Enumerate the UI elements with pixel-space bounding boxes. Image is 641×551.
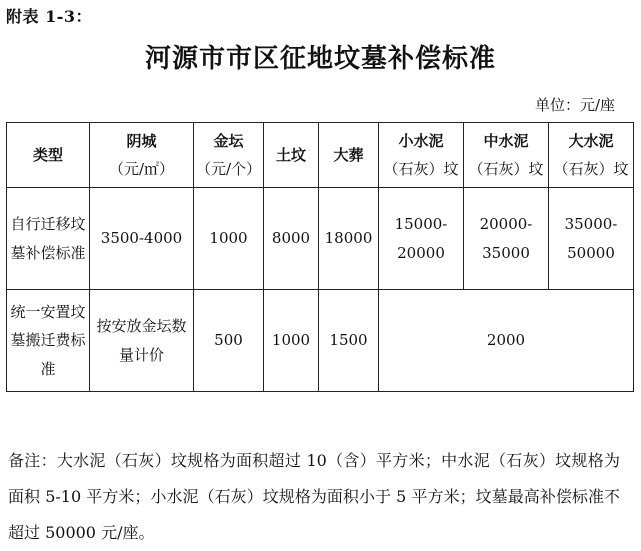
unit-label: 单位：元/座 [534, 96, 615, 114]
header-jintan: 金坛 （元/个） [194, 123, 264, 188]
cell-jintan: 1000 [194, 188, 264, 290]
header-row [7, 123, 634, 188]
compensation-table [6, 122, 634, 392]
cell-cement-all: 2000 [379, 290, 634, 392]
cell-yincheng: 按安放金坛数量计价 [90, 290, 194, 392]
header-type: 类型 [7, 123, 90, 188]
cell-small-cement: 15000-20000 [379, 188, 464, 290]
cell-dazang: 1500 [319, 290, 379, 392]
header-small-cement: 小水泥 （石灰）坟 [379, 123, 464, 188]
cell-large-cement: 35000-50000 [549, 188, 634, 290]
footnote: 备注：大水泥（石灰）坟规格为面积超过 10（含）平方米；中水泥（石灰）坟规格为面积 5-10 平方米；小水泥（石灰）坟规格为面积小于 5 平方米；坟墓最高补偿标准不超过 50000 元/座。 [8, 451, 620, 542]
cell-yincheng: 3500-4000 [90, 188, 194, 290]
header-tufen: 土坟 [264, 123, 319, 188]
cell-jintan: 500 [194, 290, 264, 392]
header-dazang: 大葬 [319, 123, 379, 188]
page-title: 河源市市区征地坟墓补偿标准 [144, 44, 496, 74]
header-large-cement: 大水泥 （石灰）坟 [549, 123, 634, 188]
header-yincheng: 阴城 （元/㎡） [90, 123, 194, 188]
appendix-label: 附表 1-3： [6, 7, 92, 26]
row-label: 统一安置坟墓搬迁费标准 [7, 290, 90, 392]
cell-tufen: 1000 [264, 290, 319, 392]
table-row [7, 188, 634, 290]
table-row [7, 290, 634, 392]
cell-dazang: 18000 [319, 188, 379, 290]
row-label: 自行迁移坟墓补偿标准 [7, 188, 90, 290]
cell-tufen: 8000 [264, 188, 319, 290]
cell-medium-cement: 20000-35000 [464, 188, 549, 290]
header-medium-cement: 中水泥 （石灰）坟 [464, 123, 549, 188]
